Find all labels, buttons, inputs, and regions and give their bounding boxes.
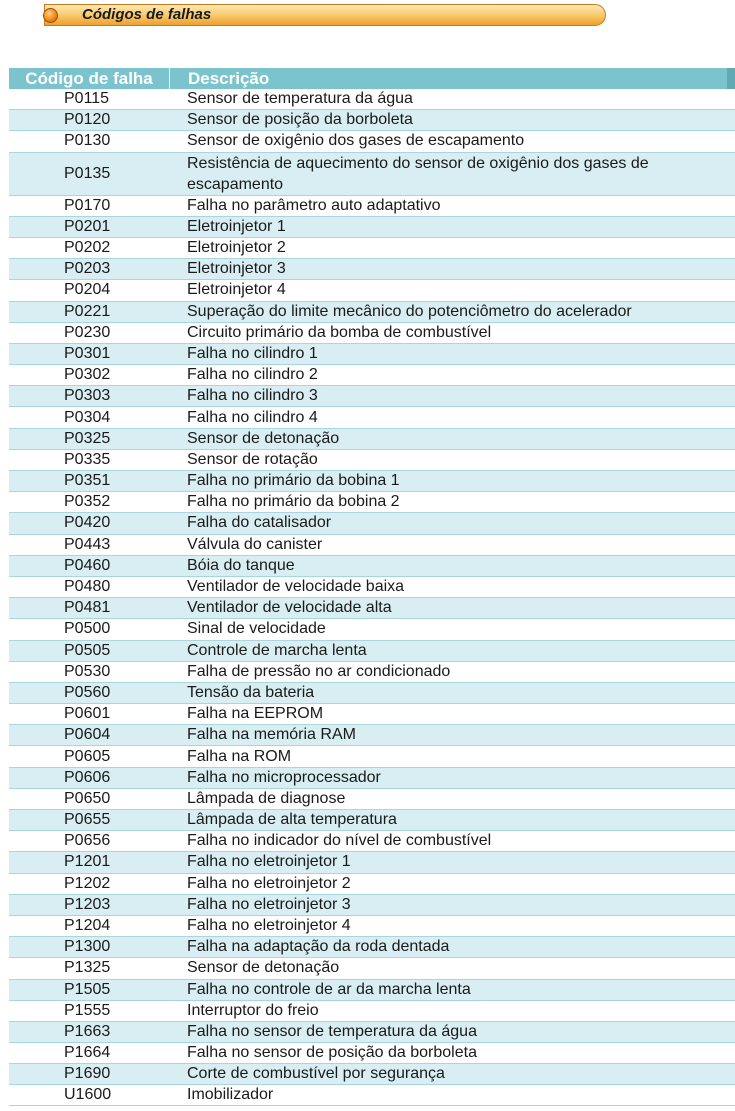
table-row <box>9 217 735 238</box>
table-row <box>9 1064 735 1085</box>
fault-code-cell: P0303 <box>64 387 111 405</box>
fault-code-cell: P0301 <box>64 344 111 362</box>
table-row <box>9 874 735 895</box>
description-cell: Falha de pressão no ar condicionado <box>187 662 451 680</box>
description-cell: Sensor de rotação <box>187 450 318 468</box>
description-cell: Eletroinjetor 1 <box>187 217 286 235</box>
description-cell: Circuito primário da bomba de combustível <box>187 323 492 341</box>
description-cell: Falha no sensor de temperatura da água <box>187 1022 477 1040</box>
description-cell: Falha na memória RAM <box>187 726 356 744</box>
fault-code-cell: P0420 <box>64 514 111 532</box>
table-row <box>9 344 735 365</box>
description-cell: Falha no indicador do nível de combustível <box>187 832 492 850</box>
fault-code-cell: P0500 <box>64 620 111 638</box>
description-cell: Sensor de oxigênio dos gases de escapamento <box>187 132 525 150</box>
table-body <box>9 89 735 1106</box>
table-row <box>9 450 735 471</box>
table-row <box>9 89 735 110</box>
fault-code-cell: P1555 <box>64 1001 111 1019</box>
table-row <box>9 513 735 534</box>
fault-code-cell: P1201 <box>64 853 111 871</box>
table-row <box>9 768 735 789</box>
table-row <box>9 577 735 598</box>
description-cell: Sensor de detonação <box>187 429 340 447</box>
description-cell: Falha na ROM <box>187 747 292 765</box>
description-cell: Ventilador de velocidade alta <box>187 599 392 617</box>
fault-code-cell: P1204 <box>64 917 111 935</box>
fault-code-cell: P1203 <box>64 895 111 913</box>
description-cell: Falha no eletroinjetor 3 <box>187 895 351 913</box>
table-row <box>9 831 735 852</box>
description-cell: Falha no cilindro 2 <box>187 366 318 384</box>
fault-code-cell: P0352 <box>64 493 111 511</box>
fault-code-cell: P0230 <box>64 323 111 341</box>
fault-code-cell: P0351 <box>64 472 111 490</box>
fault-code-cell: P0606 <box>64 768 111 786</box>
table-row <box>9 810 735 831</box>
fault-code-cell: P0204 <box>64 281 111 299</box>
description-cell: Falha no controle de ar da marcha lenta <box>187 980 471 998</box>
fault-code-cell: U1600 <box>64 1086 112 1104</box>
fault-code-cell: P0443 <box>64 535 111 553</box>
description-cell: Falha no sensor de posição da borboleta <box>187 1044 477 1062</box>
table-header <box>9 68 735 89</box>
table-row <box>9 471 735 492</box>
description-cell: Eletroinjetor 2 <box>187 239 286 257</box>
description-cell: Controle de marcha lenta <box>187 641 367 659</box>
fault-code-cell: P0601 <box>64 705 111 723</box>
description-cell: Falha do catalisador <box>187 514 332 532</box>
table-row <box>9 937 735 958</box>
table-row <box>9 895 735 916</box>
fault-code-cell: P0460 <box>64 556 111 574</box>
table-row <box>9 556 735 577</box>
table-row <box>9 1022 735 1043</box>
table-row <box>9 259 735 280</box>
description-cell: Interruptor do freio <box>187 1001 319 1019</box>
description-cell: Lâmpada de diagnose <box>187 789 346 807</box>
table-row <box>9 704 735 725</box>
bullet-icon <box>43 8 58 23</box>
fault-code-cell: P1663 <box>64 1022 111 1040</box>
fault-code-cell: P1300 <box>64 938 111 956</box>
table-row <box>9 852 735 873</box>
table-row <box>9 196 735 217</box>
table-row <box>9 492 735 513</box>
fault-code-cell: P1505 <box>64 980 111 998</box>
table-row <box>9 746 735 767</box>
table-row <box>9 662 735 683</box>
description-cell: Falha no eletroinjetor 4 <box>187 917 351 935</box>
table-row <box>9 238 735 259</box>
column-header-code: Código de falha <box>25 69 153 88</box>
description-cell: Tensão da bateria <box>187 683 315 701</box>
table-row <box>9 683 735 704</box>
description-cell: Eletroinjetor 3 <box>187 260 286 278</box>
description-cell: Falha no primário da bobina 1 <box>187 472 400 490</box>
table-row <box>9 323 735 344</box>
table-row <box>9 1085 735 1106</box>
fault-code-cell: P0480 <box>64 578 111 596</box>
fault-code-cell: P0650 <box>64 789 111 807</box>
fault-code-cell: P0302 <box>64 366 111 384</box>
fault-code-cell: P1202 <box>64 874 111 892</box>
table-row <box>9 110 735 131</box>
description-cell: Eletroinjetor 4 <box>187 281 286 299</box>
table-row <box>9 1043 735 1064</box>
fault-code-cell: P0130 <box>64 132 111 150</box>
fault-code-cell: P0201 <box>64 217 111 235</box>
table-row <box>9 535 735 556</box>
description-cell: Falha no cilindro 4 <box>187 408 318 426</box>
fault-code-cell: P0481 <box>64 599 111 617</box>
fault-codes-table <box>9 68 735 1106</box>
fault-code-cell: P0655 <box>64 811 111 829</box>
table-row <box>9 641 735 662</box>
table-row <box>9 619 735 640</box>
table-row <box>9 598 735 619</box>
table-row <box>9 958 735 979</box>
fault-code-cell: P1690 <box>64 1065 111 1083</box>
description-cell: Corte de combustível por segurança <box>187 1065 445 1083</box>
table-row <box>9 725 735 746</box>
fault-code-cell: P0560 <box>64 683 111 701</box>
fault-code-cell: P0203 <box>64 260 111 278</box>
fault-code-cell: P0505 <box>64 641 111 659</box>
description-cell: Lâmpada de alta temperatura <box>187 811 397 829</box>
description-cell: Sensor de temperatura da água <box>187 90 413 108</box>
table-row <box>9 386 735 407</box>
description-cell: Falha no cilindro 3 <box>187 387 318 405</box>
table-row <box>9 789 735 810</box>
table-row <box>9 131 735 152</box>
description-cell: Falha no microprocessador <box>187 768 381 786</box>
table-row <box>9 1001 735 1022</box>
fault-code-cell: P0656 <box>64 832 111 850</box>
table-row <box>9 916 735 937</box>
description-cell: Bóia do tanque <box>187 556 295 574</box>
description-cell: Resistência de aquecimento do sensor de oxigênio dos gases de escapamento <box>187 154 649 193</box>
fault-code-cell: P0604 <box>64 726 111 744</box>
description-cell: Sinal de velocidade <box>187 620 326 638</box>
description-cell: Falha no eletroinjetor 1 <box>187 853 351 871</box>
table-row <box>9 429 735 450</box>
fault-code-cell: P0325 <box>64 429 111 447</box>
description-cell: Sensor de detonação <box>187 959 340 977</box>
fault-code-cell: P0304 <box>64 408 111 426</box>
fault-code-cell: P1664 <box>64 1044 111 1062</box>
description-cell: Sensor de posição da borboleta <box>187 111 413 129</box>
description-cell: Falha no primário da bobina 2 <box>187 493 400 511</box>
fault-code-cell: P0115 <box>64 90 110 108</box>
fault-code-cell: P1325 <box>64 959 111 977</box>
table-row <box>9 280 735 301</box>
description-cell: Superação do limite mecânico do potenciômetro do acelerador <box>187 302 632 320</box>
table-row <box>9 153 735 196</box>
fault-code-cell: P0605 <box>64 747 111 765</box>
description-cell: Falha na EEPROM <box>187 705 324 723</box>
fault-code-cell: P0135 <box>64 164 111 182</box>
description-cell: Falha no eletroinjetor 2 <box>187 874 351 892</box>
fault-code-cell: P0170 <box>64 196 111 214</box>
description-cell: Falha na adaptação da roda dentada <box>187 938 450 956</box>
section-title: Códigos de falhas <box>82 6 212 23</box>
fault-code-cell: P0530 <box>64 662 111 680</box>
description-cell: Ventilador de velocidade baixa <box>187 578 405 596</box>
fault-code-cell: P0221 <box>64 302 111 320</box>
table-row <box>9 365 735 386</box>
fault-code-cell: P0202 <box>64 239 111 257</box>
table-row <box>9 407 735 428</box>
fault-code-cell: P0335 <box>64 450 111 468</box>
description-cell: Falha no cilindro 1 <box>187 344 318 362</box>
table-row <box>9 302 735 323</box>
fault-code-cell: P0120 <box>64 111 111 129</box>
description-cell: Falha no parâmetro auto adaptativo <box>187 196 441 214</box>
column-header-description: Descrição <box>169 68 727 89</box>
description-cell: Imobilizador <box>187 1086 274 1104</box>
table-row <box>9 980 735 1001</box>
section-header <box>44 4 606 26</box>
description-cell: Válvula do canister <box>187 535 323 553</box>
